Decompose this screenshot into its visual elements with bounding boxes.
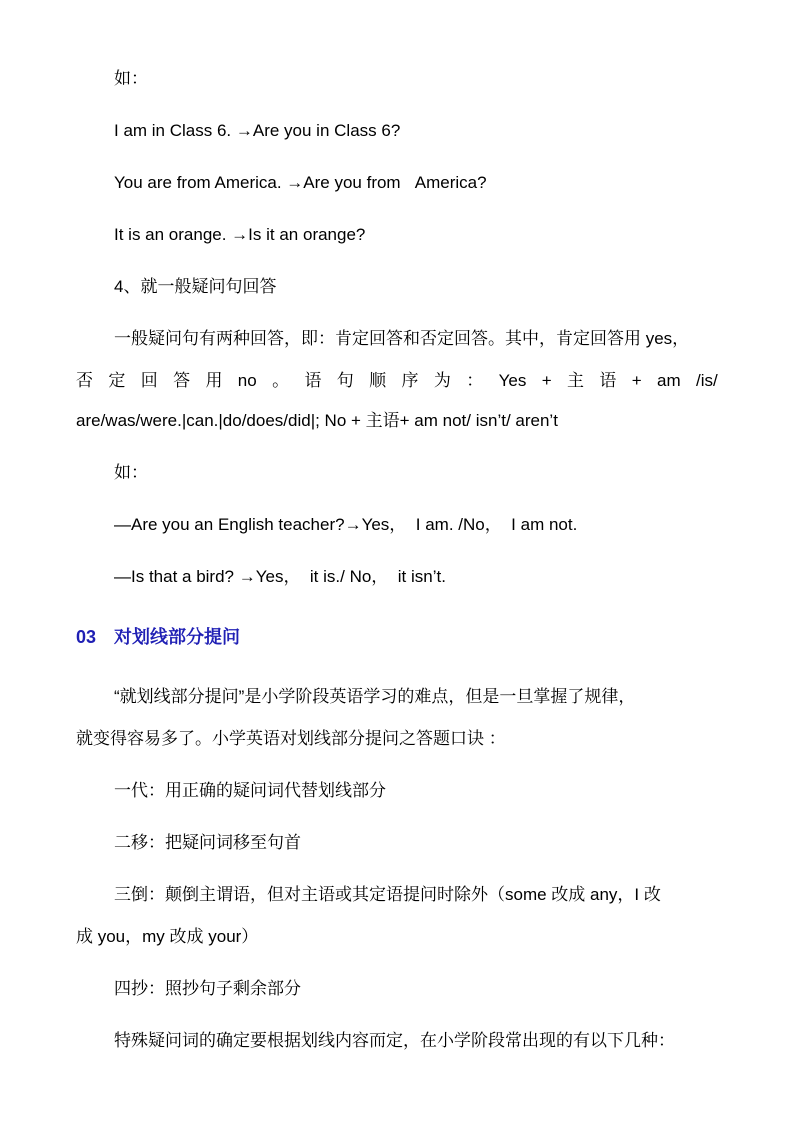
- word-token: +: [631, 371, 642, 390]
- section-heading: [76, 625, 240, 649]
- word-token: +: [541, 371, 552, 390]
- example-sentence: I am in Class 6. →Are you in Class 6?: [114, 121, 401, 140]
- word-token: no: [237, 371, 257, 390]
- word-token: 用: [205, 371, 223, 390]
- example-sentence: It is an orange. →Is it an orange?: [114, 225, 366, 244]
- word-token: 句: [336, 371, 354, 390]
- example-sentence: —Is that a bird? →Yes， it is./ No， it isn’t.: [114, 567, 446, 586]
- rule-item-continuation: 成 you，my 改成 your）: [76, 927, 259, 946]
- section-number: 03: [76, 627, 97, 647]
- example-sentence: You are from America. →Are you from America?: [114, 173, 487, 192]
- rule-item: 一代：用正确的疑问词代替划线部分: [114, 781, 386, 800]
- word-token: 顺: [369, 371, 387, 390]
- word-token: 序: [401, 371, 419, 390]
- paragraph-line: 特殊疑问词的确定要根据划线内容而定，在小学阶段常出现的有以下几种：: [114, 1031, 675, 1050]
- rule-item: 二移：把疑问词移至句首: [114, 833, 301, 852]
- word-token: 。: [272, 371, 290, 390]
- paragraph-line: 一般疑问句有两种回答，即：肯定回答和否定回答。其中，肯定回答用 yes，: [114, 329, 690, 348]
- word-token: 答: [173, 371, 191, 390]
- word-token: 定: [108, 371, 126, 390]
- rule-item: 三倒：颠倒主谓语，但对主语或其定语提问时除外（some 改成 any，I 改: [114, 885, 661, 904]
- paragraph-line: “就划线部分提问”是小学阶段英语学习的难点，但是一旦掌握了规律，: [114, 687, 636, 706]
- word-token: 回: [140, 371, 158, 390]
- word-token: 语: [304, 371, 322, 390]
- word-token: am: [657, 371, 681, 390]
- rule-item: 四抄：照抄句子剩余部分: [114, 979, 301, 998]
- example-label: 如：: [114, 69, 148, 88]
- word-token: 语: [599, 371, 617, 390]
- word-token: 否: [76, 371, 93, 390]
- word-token: 为: [433, 371, 451, 390]
- section-title: 对划线部分提问: [114, 627, 241, 647]
- example-sentence: —Are you an English teacher?→Yes， I am. /No， I am not.: [114, 515, 578, 534]
- word-token: 主: [566, 371, 584, 390]
- word-token: ：: [466, 371, 484, 390]
- example-label: 如：: [114, 463, 148, 482]
- paragraph-line-justified: [76, 370, 718, 392]
- paragraph-line: are/was/were.|can.|do/does/did|; No + 主语+ am not/ isn’t/ aren’t: [76, 411, 558, 430]
- paragraph-line: 就变得容易多了。小学英语对划线部分提问之答题口诀 ：: [76, 729, 506, 748]
- word-token: Yes: [498, 371, 527, 390]
- word-token: /is/: [695, 371, 718, 390]
- section-subtitle: 4、就一般疑问句回答: [114, 277, 277, 296]
